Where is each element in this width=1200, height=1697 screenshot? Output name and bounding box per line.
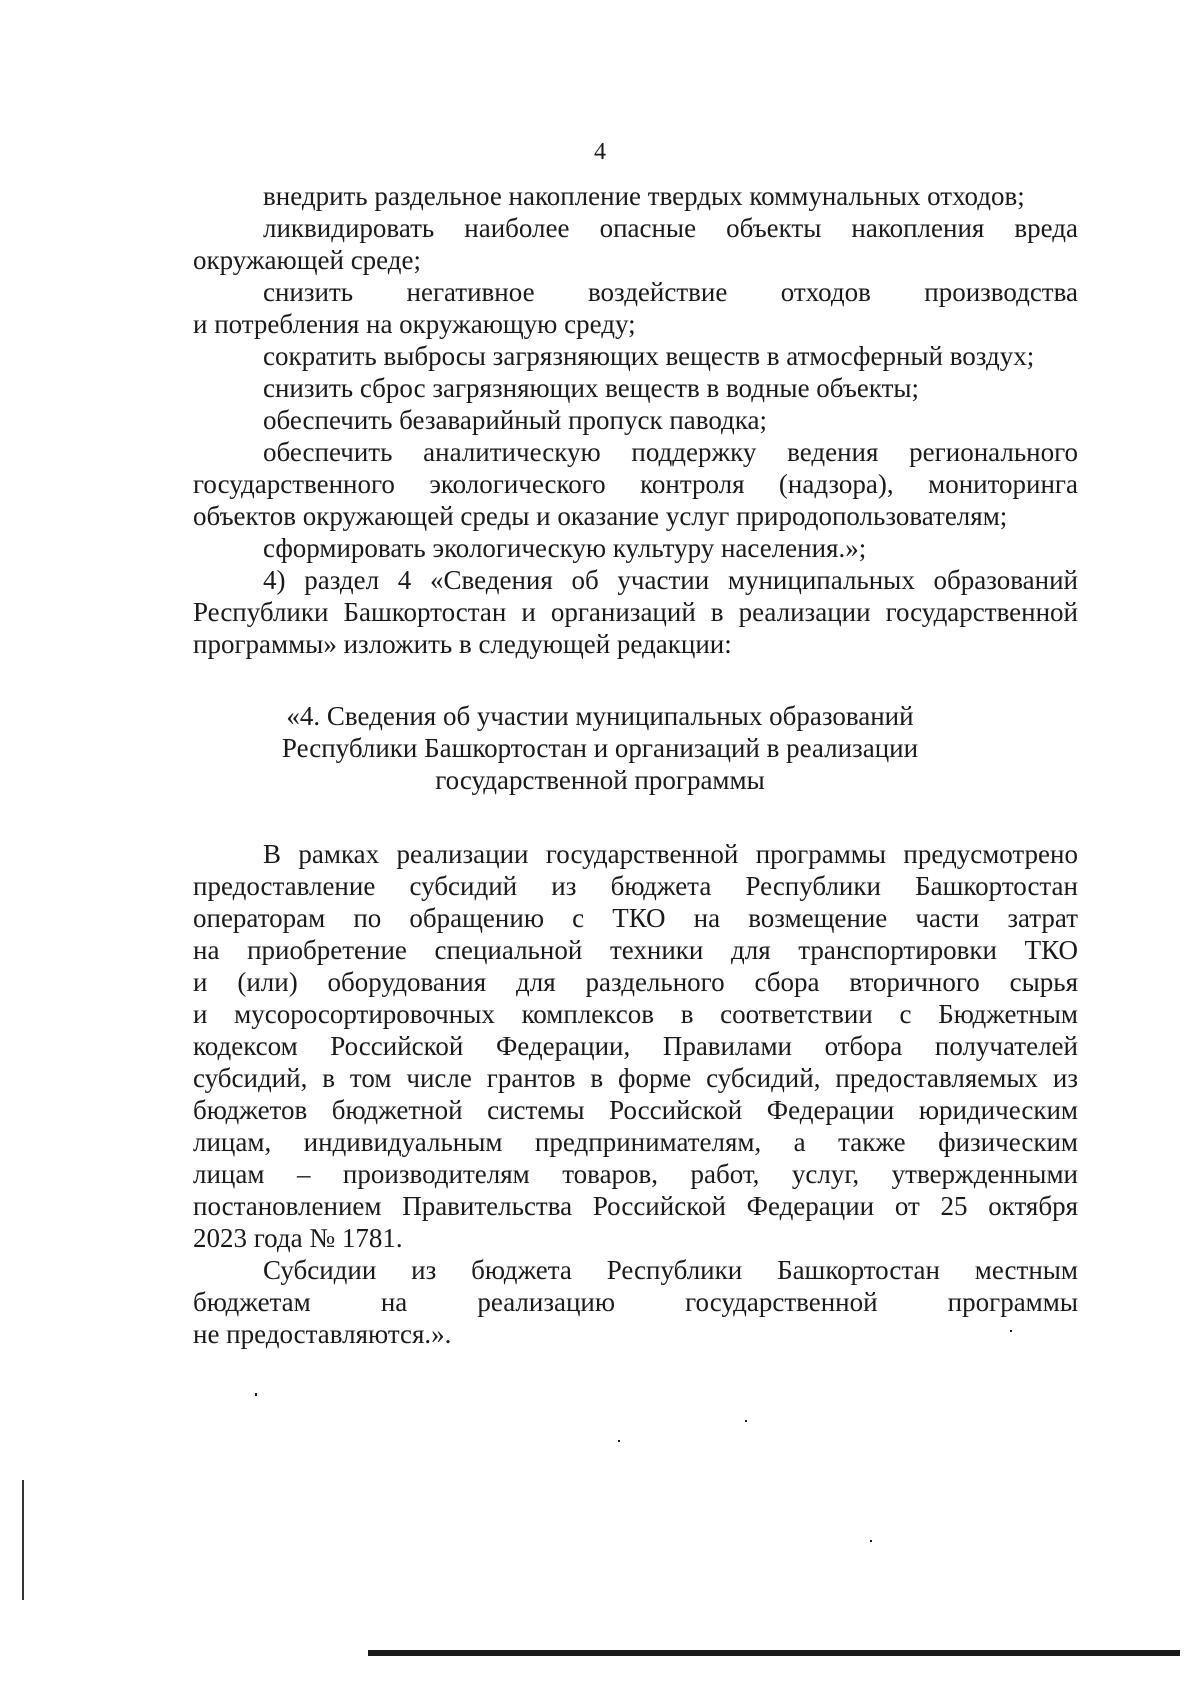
list-item-continuation: окружающей среде;: [193, 245, 422, 275]
list-item: сформировать экологическую культуру населения.»;: [263, 533, 867, 563]
body-line: В рамках реализации государственной программы предусмотрено: [263, 839, 1078, 869]
scan-speck: [745, 1420, 747, 1422]
body-line: бюджетов бюджетной системы Российской Федерации юридическим: [193, 1095, 1078, 1125]
scan-speck: [618, 1440, 620, 1442]
body-line: кодексом Российской Федерации, Правилами отбора получателей: [193, 1031, 1078, 1061]
list-item: снизить негативное воздействие отходов производства: [263, 277, 1078, 307]
body-line: не предоставляются.».: [193, 1319, 452, 1349]
body-line: операторам по обращению с ТКО на возмещение части затрат: [193, 903, 1078, 933]
list-item: снизить сброс загрязняющих веществ в водные объекты;: [263, 373, 920, 403]
body-line: субсидий, в том числе грантов в форме субсидий, предоставляемых из: [193, 1063, 1078, 1093]
body-line: бюджетам на реализацию государственной программы: [193, 1287, 1078, 1317]
body-line: и (или) оборудования для раздельного сбора вторичного сырья: [193, 967, 1078, 997]
body-line: и мусоросортировочных комплексов в соответствии с Бюджетным: [193, 999, 1078, 1029]
body-line: постановлением Правительства Российской Федерации от 25 октября: [193, 1191, 1078, 1221]
scan-speck: [1010, 1330, 1012, 1332]
body-line: предоставление субсидий из бюджета Республики Башкортостан: [193, 871, 1078, 901]
section-heading: «4. Сведения об участии муниципальных образований: [286, 701, 914, 731]
list-item-continuation: и потребления на окружающую среду;: [193, 309, 636, 339]
body-line: лицам – производителям товаров, работ, услуг, утвержденными: [193, 1159, 1078, 1189]
list-item: внедрить раздельное накопление твердых коммунальных отходов;: [263, 181, 1025, 211]
amendment-item: 4) раздел 4 «Сведения об участии муниципальных образований: [263, 565, 1078, 595]
footer-rule: [368, 1650, 1180, 1656]
list-item-continuation: объектов окружающей среды и оказание услуг природопользователям;: [193, 501, 1008, 531]
amendment-item-continuation: программы» изложить в следующей редакции:: [193, 629, 732, 659]
scan-speck: [255, 1393, 257, 1396]
body-line: Субсидии из бюджета Республики Башкортостан местным: [263, 1255, 1078, 1285]
list-item: ликвидировать наиболее опасные объекты накопления вреда: [263, 213, 1078, 243]
scan-speck: [870, 1540, 872, 1542]
amendment-item-continuation: Республики Башкортостан и организаций в реализации государственной: [193, 597, 1078, 627]
body-line: на приобретение специальной техники для транспортировки ТКО: [193, 935, 1078, 965]
section-heading: государственной программы: [435, 765, 765, 795]
list-item: сократить выбросы загрязняющих веществ в атмосферный воздух;: [263, 341, 1035, 371]
page-number: 4: [594, 139, 606, 165]
section-heading: Республики Башкортостан и организаций в реализации: [281, 733, 919, 763]
body-line: 2023 года № 1781.: [193, 1223, 403, 1253]
list-item: обеспечить безаварийный пропуск паводка;: [263, 405, 767, 435]
list-item-continuation: государственного экологического контроля (надзора), мониторинга: [193, 469, 1078, 499]
scan-edge-line: [22, 1480, 24, 1600]
body-line: лицам, индивидуальным предпринимателям, а также физическим: [193, 1127, 1078, 1157]
list-item: обеспечить аналитическую поддержку ведения регионального: [263, 437, 1078, 467]
